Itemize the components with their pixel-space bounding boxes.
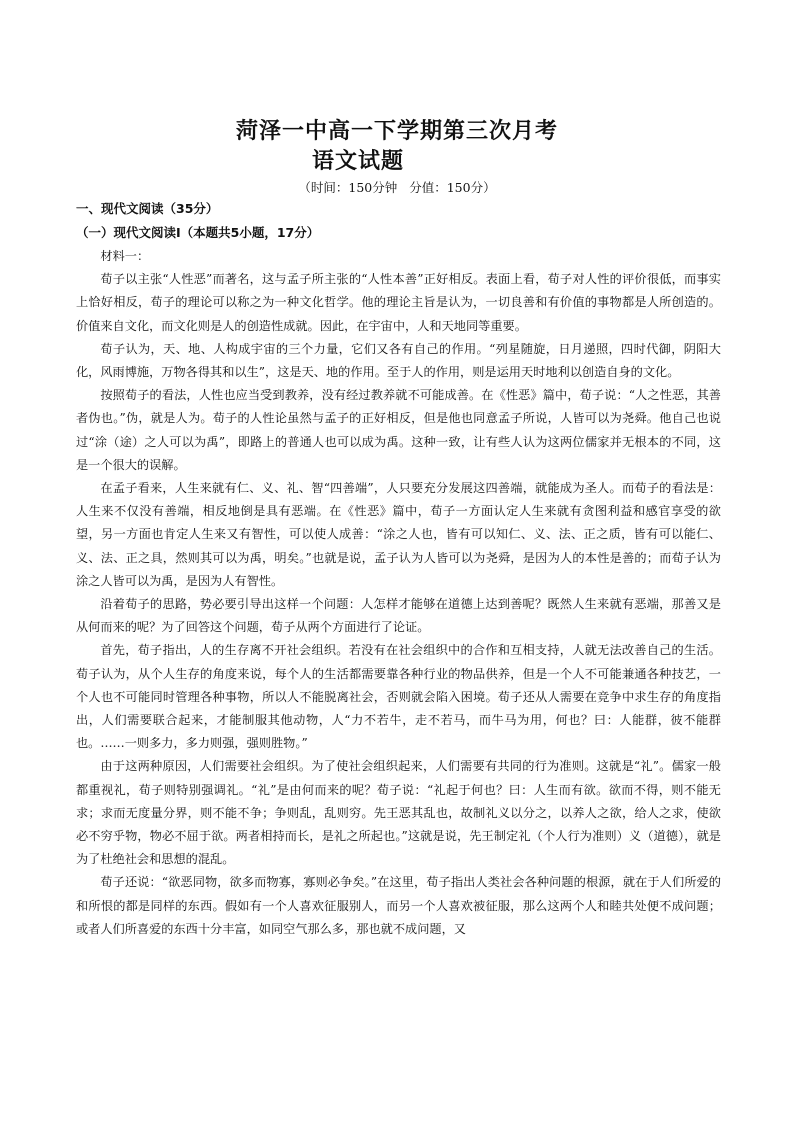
total-score: 分值：150分）: [409, 180, 496, 195]
reading-passage: [76, 245, 721, 941]
passage-paragraph: 首先，荀子指出，人的生存离不开社会组织。若没有在社会组织中的合作和互相支持，人就无法改善自己的生活。荀子认为，从个人生存的角度来说，每个人的生活都需要靠各种行业的物品供养，但是一个人不可能兼通各种技艺，一个人也不可能同时管理各种事物，所以人不能脱离社会，否则就会陷入困境。荀子还从人需要在竞争中求生存的角度指出，人们需要联合起来，才能制服其他动物，人“力不若牛，走不若马，而牛马为用，何也？曰：人能群，彼不能群也。……一则多力，多力则强，强则胜物。”: [76, 643, 721, 751]
passage-paragraph: 荀子还说：“欲恶同物，欲多而物寡，寡则必争矣。”在这里，荀子指出人类社会各种问题的根源，就在于人们所爱的和所恨的都是同样的东西。假如有一个人喜欢征服别人，而另一个人喜欢被征服，那么这两个人和睦共处便不成问题；或者人们所喜爱的东西十分丰富，如同空气那么多，那也就不成问题，又: [76, 875, 721, 936]
passage-paragraph: 荀子认为，天、地、人构成宇宙的三个力量，它们又各有自己的作用。“列星随旋，日月递照，四时代御，阴阳大化，风雨博施，万物各得其和以生”，这是天、地的作用。至于人的作用，则是运用天时地利以创造自身的文化。: [76, 341, 721, 380]
section-heading: 一、现代文阅读（35分）: [76, 201, 219, 216]
passage-paragraph: 荀子以主张“人性恶”而著名，这与孟子所主张的“人性本善”正好相反。表面上看，荀子对人性的评价很低，而事实上恰好相反，荀子的理论可以称之为一种文化哲学。他的理论主旨是认为，一切良善和有价值的事物都是人所创造的。价值来自文化，而文化则是人的创造性成就。因此，在宇宙中，人和天地同等重要。: [76, 272, 721, 333]
time-score-info: [0, 180, 794, 196]
passage-paragraph: 由于这两种原因，人们需要社会组织。为了使社会组织起来，人们需要有共同的行为准则。这就是“礼”。儒家一般都重视礼，荀子则特别强调礼。“礼”是由何而来的呢？荀子说：“礼起于何也？曰：人生而有欲。欲而不得，则不能无求；求而无度量分界，则不能不争；争则乱，乱则穷。先王恶其乱也，故制礼义以分之，以养人之欲，给人之求，使欲必不穷乎物，物必不屈于欲。两者相持而长，是礼之所起也。”这就是说，先王制定礼（个人行为准则）义（道德），就是为了杜绝社会和思想的混乱。: [76, 759, 721, 867]
passage-paragraph: 在孟子看来，人生来就有仁、义、礼、智“四善端”，人只要充分发展这四善端，就能成为圣人。而荀子的看法是：人生来不仅没有善端，相反地倒是具有恶端。在《性恶》篇中，荀子一方面认定人生来就有贪图利益和感官享受的欲望，另一方面也肯定人生来又有智性，可以使人成善：“涂之人也，皆有可以知仁、义、法、正之质，皆有可以能仁、义、法、正之具，然则其可以为禹，明矣。”也就是说，孟子认为人皆可以为尧舜，是因为人的本性是善的；而荀子认为涂之人皆可以为禹，是因为人有智性。: [76, 481, 721, 588]
material-label: 材料一：: [100, 249, 150, 263]
exam-subtitle: 语文试题: [311, 149, 404, 174]
passage-paragraph: 沿着荀子的思路，势必要引导出这样一个问题：人怎样才能够在道德上达到善呢？既然人生来就有恶端，那善又是从何而来的呢？为了回答这个问题，荀子从两个方面进行了论证。: [76, 597, 721, 635]
passage-paragraph: 按照荀子的看法，人性也应当受到教养，没有经过教养就不可能成善。在《性恶》篇中，荀子说：“人之性恶，其善者伪也。”伪，就是人为。荀子的人性论虽然与孟子的正好相反，但是他也同意孟子所说，人皆可以为尧舜。他自己也说过“涂（途）之人可以为禹”，即路上的普通人也可以成为禹。这种一致，让有些人认为这两位儒家并无根本的不同，这是一个很大的误解。: [76, 388, 721, 472]
time-limit: （时间：150分钟: [298, 180, 398, 195]
subsection-heading: （一）现代文阅读Ⅰ（本题共5小题，17分）: [76, 225, 320, 240]
exam-title: 菏泽一中高一下学期第三次月考: [235, 119, 558, 144]
